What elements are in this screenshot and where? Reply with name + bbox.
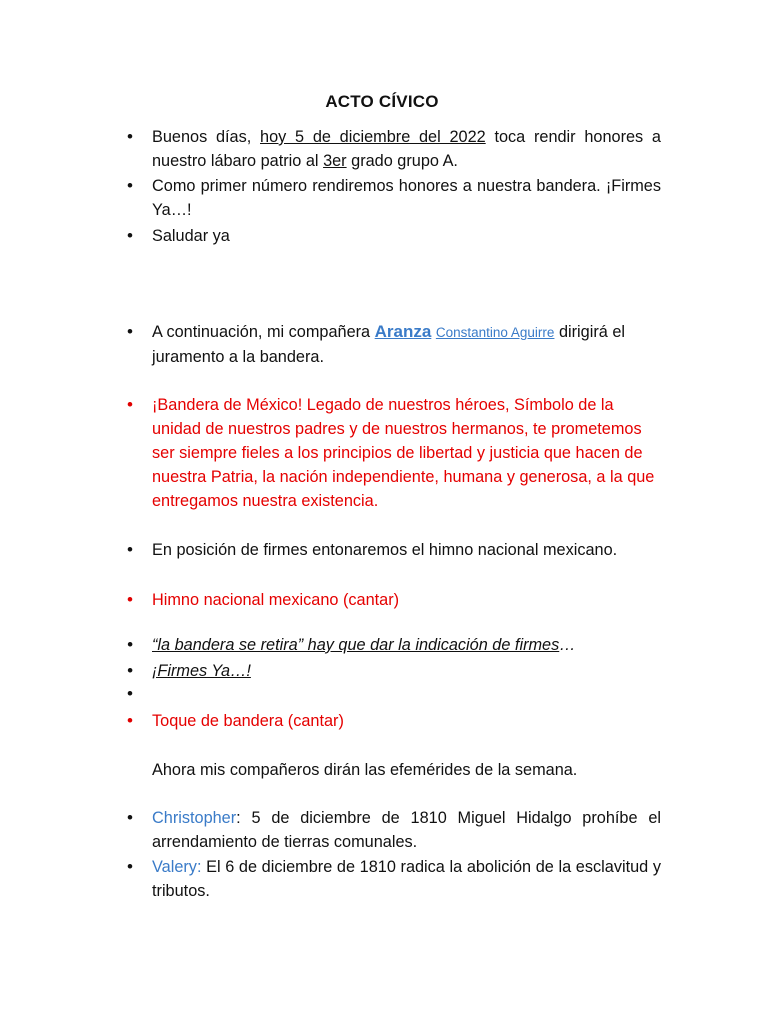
student-name-valery: Valery: — [152, 858, 202, 876]
oath-intro-text: A continuación, mi compañera — [152, 323, 375, 341]
paragraph-flag-touch: • Toque de bandera (cantar) — [152, 709, 661, 733]
ellipsis: … — [559, 636, 576, 654]
paragraph-anthem: • Himno nacional mexicano (cantar) — [152, 588, 661, 612]
paragraph-oath-intro — [152, 320, 661, 369]
greeting-cont: toca rendir honores a nuestro lábaro patrio al — [152, 128, 661, 170]
paragraph-salute: • Saludar ya — [152, 224, 661, 248]
date-text: hoy 5 de diciembre del 2022 — [260, 128, 486, 146]
grade-text: 3er — [323, 152, 347, 170]
student-name-christopher: Christopher — [152, 809, 237, 827]
flag-retires-text: “la bandera se retira” hay que dar la indicación de firmes — [152, 636, 560, 654]
paragraph-flag-oath: • ¡Bandera de México! Legado de nuestros héroes, Símbolo de la unidad de nuestros padres y de nuestros hermanos, te prometemos ser siempre fieles a los principios de libertad y justicia que hacen de nuestra Patria, la nación independiente, humana y generosa, a la que entregamos nuestra existencia. — [152, 393, 661, 513]
oath-intro-cont: dirigirá el juramento a la bandera. — [152, 323, 626, 366]
paragraph-firmes — [152, 659, 661, 683]
document-title — [0, 92, 768, 112]
student-name-aranza: Aranza — [374, 322, 432, 341]
paragraph-anthem-intro: • En posición de firmes entonaremos el himno nacional mexicano. — [152, 538, 661, 562]
paragraph-ephemeris-christopher — [152, 806, 661, 854]
greeting-text: Buenos días, — [152, 128, 261, 146]
paragraph-honors: • Como primer número rendiremos honores a nuestra bandera. ¡Firmes Ya…! — [152, 174, 661, 222]
student-surname: Constantino Aguirre — [435, 325, 555, 340]
empty-bullet: • — [127, 684, 133, 703]
paragraph-flag-retires — [152, 633, 661, 657]
firmes-text: ¡Firmes Ya…! — [152, 662, 251, 680]
title-text: ACTO CÍVICO — [325, 92, 439, 111]
paragraph-ephemeris-valery — [152, 855, 661, 903]
group-text: grado grupo A. — [346, 152, 458, 170]
paragraph-ephemeris-intro: Ahora mis compañeros dirán las efemérides de la semana. — [152, 761, 578, 779]
ephemeris-1-text: : 5 de diciembre de 1810 Miguel Hidalgo prohíbe el arrendamiento de tierras comunales. — [152, 809, 661, 851]
paragraph-greeting — [152, 125, 661, 173]
ephemeris-2-text: El 6 de diciembre de 1810 radica la abolición de la esclavitud y tributos. — [152, 858, 661, 900]
